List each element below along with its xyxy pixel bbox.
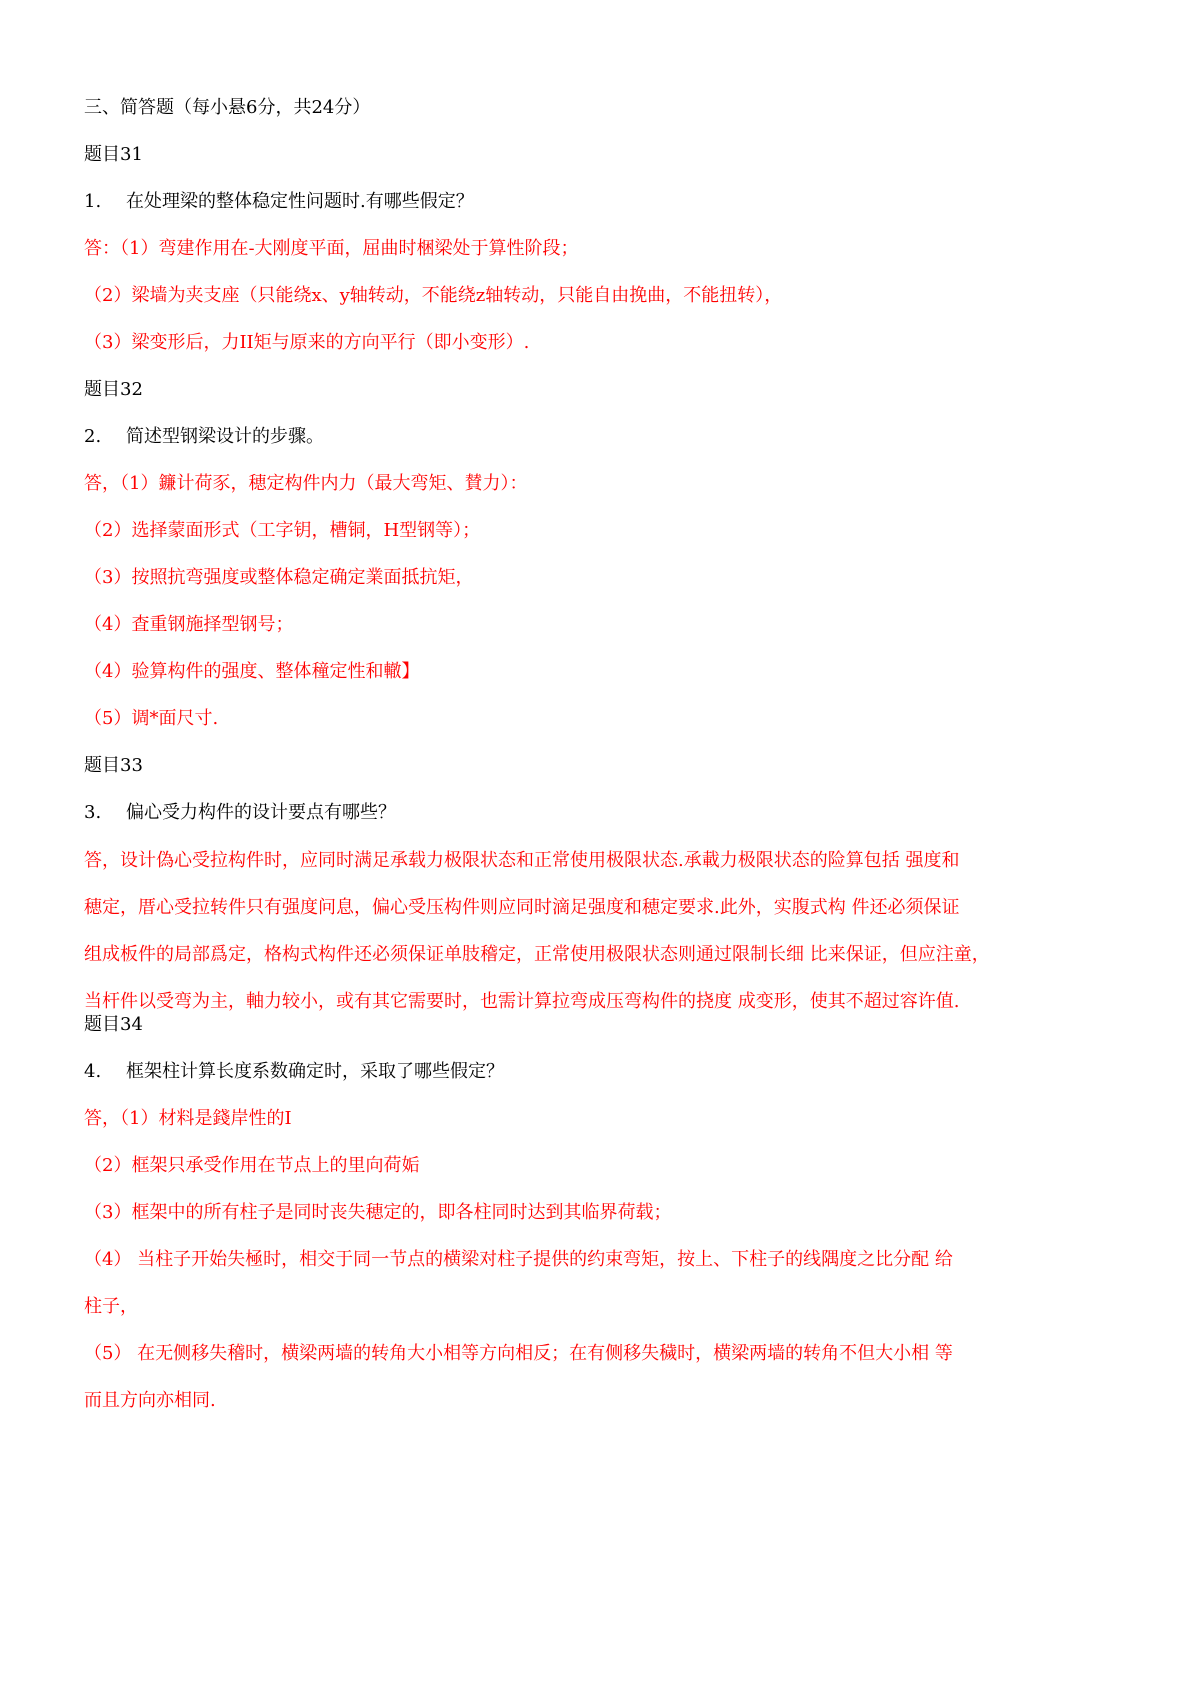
question-label-31: 题目31	[84, 144, 143, 165]
question-text: 偏心受力构件的设计要点有哪些？	[126, 802, 396, 823]
question-number: 1.	[84, 191, 102, 212]
answer-line: （5）调*面尺寸.	[84, 708, 219, 729]
answer-line: 而且方向亦相同.	[84, 1390, 216, 1411]
question-32	[84, 425, 1094, 449]
document-page	[84, 96, 1094, 1436]
answer-line: （2）框架只承受作用在节点上的里向荷姤	[84, 1155, 420, 1176]
answer-line: 答，（1）鐮计荷豕，穂定构件内力（最大弯矩、賛力）：	[84, 473, 528, 494]
answer-line: 当杆件以受弯为主，軸力较小，或有其它需要时，也需计算拉弯成压弯构件的挠度 成变形，使其不超过容许值.	[84, 991, 960, 1012]
answer-line: （3）按照抗弯强度或整体稳定确定業面抵抗矩，	[84, 567, 474, 588]
question-label-34: 题目34	[84, 1014, 143, 1035]
answer-line: 答，设计偽心受拉构件时，应同时满足承载力极限状态和正常使用极限状态.承載力极限状态的险算包括 强度和	[84, 850, 960, 871]
question-text: 简述型钢梁设计的步骤。	[126, 426, 324, 447]
question-34	[84, 1060, 1094, 1084]
answer-line: 穂定，厝心受拉转件只有强度问息，偏心受压构件则应同时滴足强度和穂定要求.此外，实腹式构 件还必须保证	[84, 897, 960, 918]
answer-line: 组成板件的局部爲定，格构式构件还必须保证单肢稽定，正常使用极限状态则通过限制长细 比来保证，但应注童，	[84, 944, 990, 965]
answer-line: （3）框架中的所有柱子是同时丧失穂定的，即各柱同时达到其临界荷载；	[84, 1202, 672, 1223]
answer-line: 答，（1）材料是錢岸性的I	[84, 1108, 292, 1129]
question-label-32: 题目32	[84, 379, 143, 400]
answer-line: （4）验算构件的强度、整体穜定性和轍】	[84, 661, 420, 682]
question-text: 在处理梁的整体稳定性问题时.有哪些假定？	[126, 191, 474, 212]
answer-line: （2）选择蒙面形式（工字钥，槽铜，H型钢等）；	[84, 520, 481, 541]
question-31	[84, 190, 1094, 214]
question-33	[84, 801, 1094, 825]
question-text: 框架柱计算长度系数确定时，采取了哪些假定？	[126, 1061, 504, 1082]
answer-line: （4） 当柱子开始失極时，相交于同一节点的横梁对柱子提供的约束弯矩，按上、下柱子的线隅度之比分配 给	[84, 1249, 953, 1270]
answer-line: 柱子，	[84, 1296, 138, 1317]
answer-line: （3）梁变形后，力II矩与原来的方向平行（即小变形）.	[84, 332, 530, 353]
question-number: 3.	[84, 802, 102, 823]
answer-line: （2）梁墙为夹支座（只能绕x、y轴转动，不能绕z轴转动，只能自由挽曲，不能扭转），	[84, 285, 783, 306]
answer-line: 答：（1）弯建作用在-大刚度平面，屈曲时梱梁处于算性阶段；	[84, 238, 579, 259]
answer-line: （5） 在无侧移失稽时，横梁两墙的转角大小相等方向相反；在有侧移失穢时，横梁两墙的转角不但大小相 等	[84, 1343, 953, 1364]
question-number: 4.	[84, 1061, 102, 1082]
section-title: 三、简答题（每小悬6分，共24分）	[84, 97, 371, 118]
question-number: 2.	[84, 426, 102, 447]
question-label-33: 题目33	[84, 755, 143, 776]
answer-line: （4）査重钢施择型钢号；	[84, 614, 294, 635]
answer-paragraph-33	[84, 837, 1094, 1025]
